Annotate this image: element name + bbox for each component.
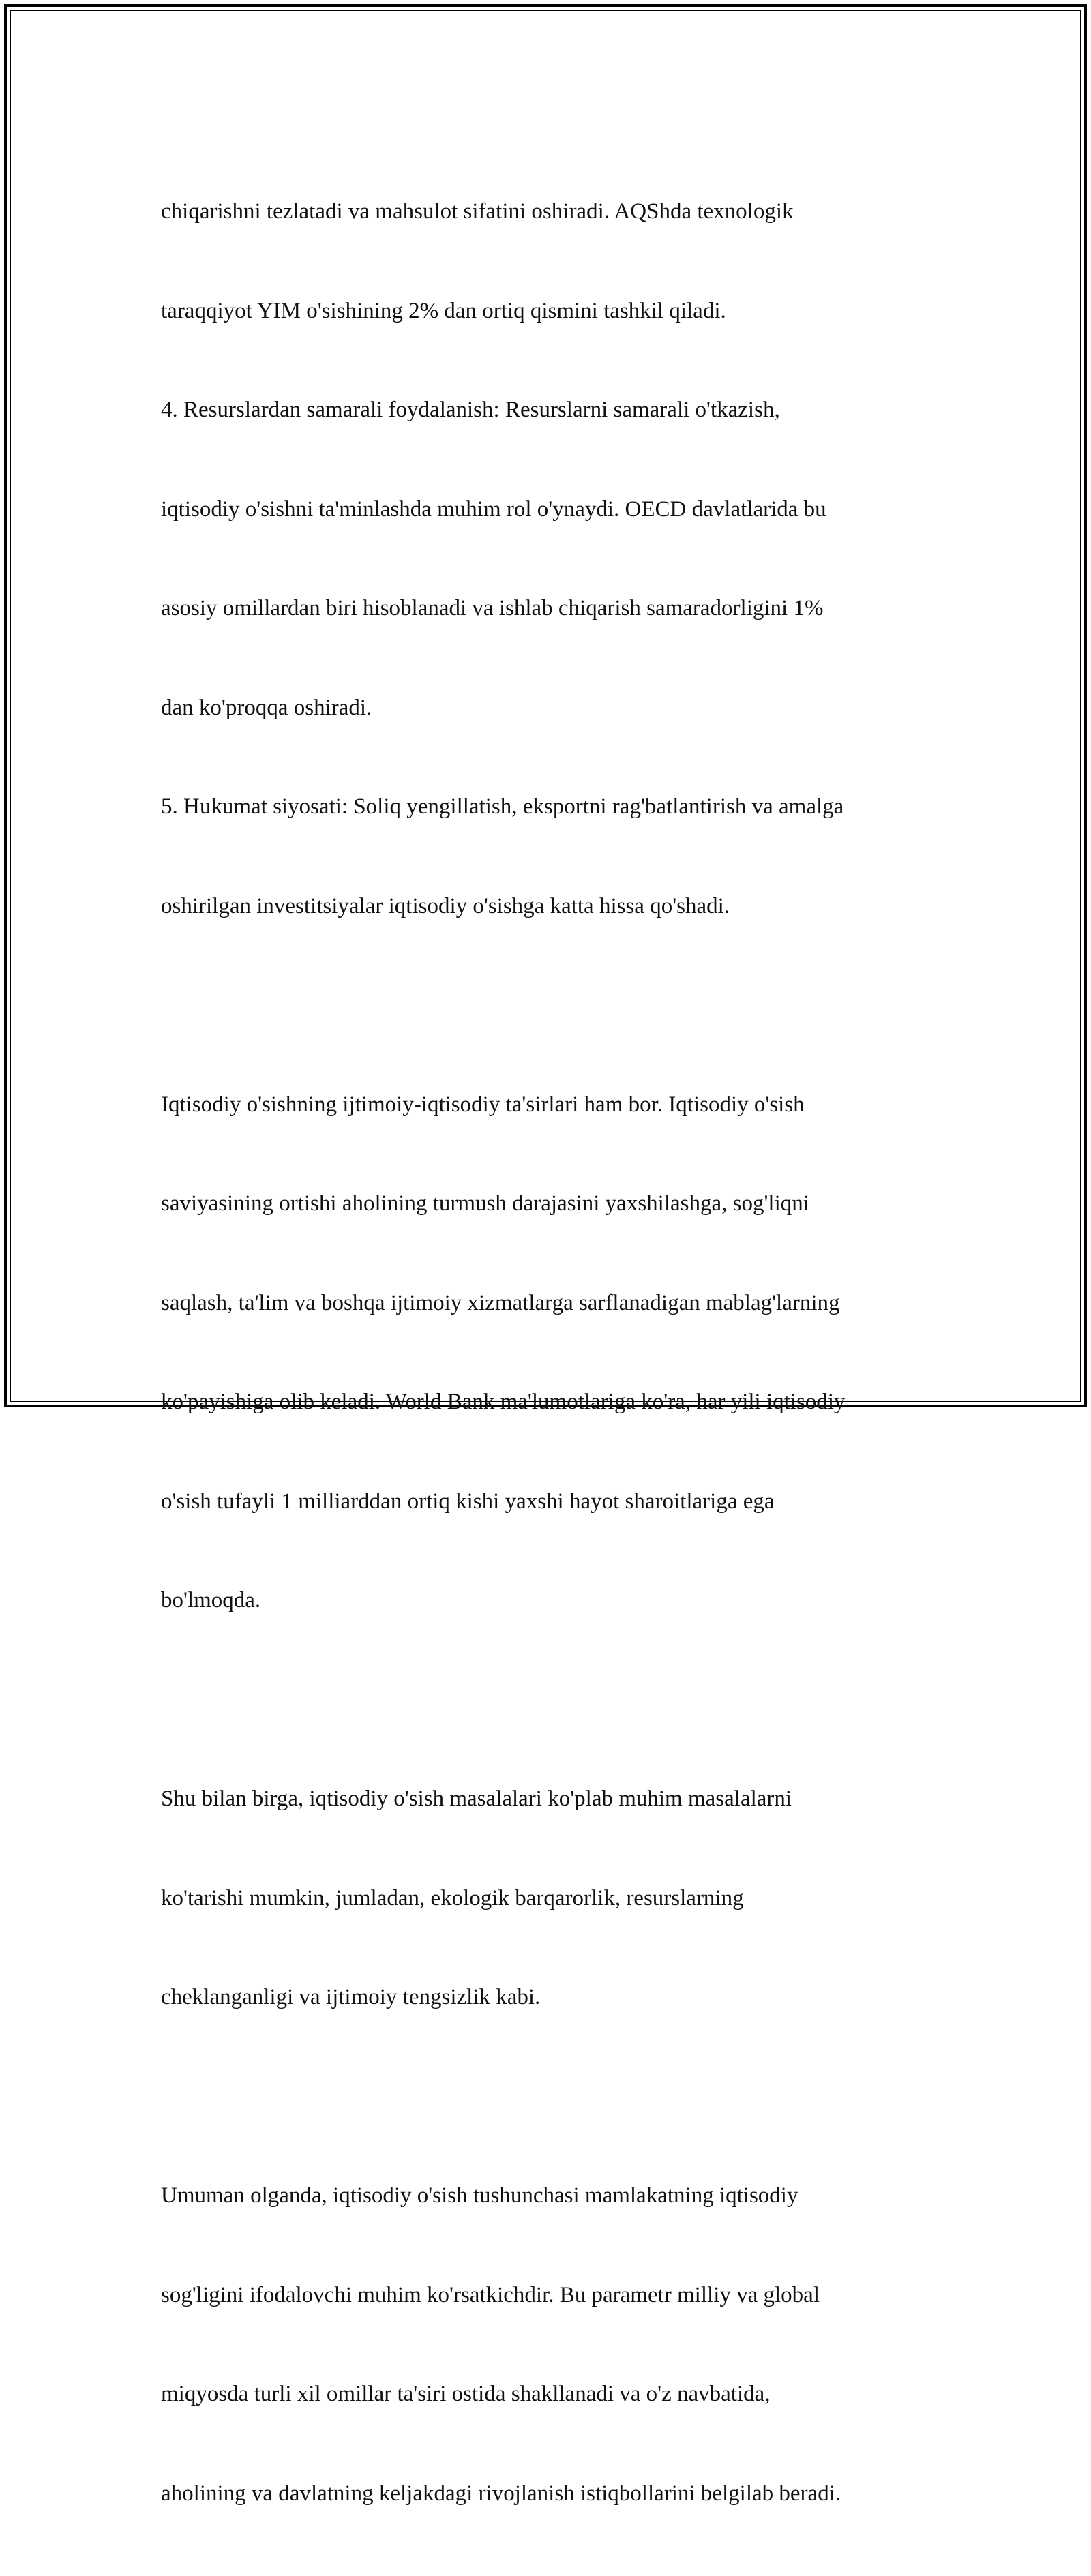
text-line: 4. Resurslardan samarali foydalanish: Resurslarni samarali o'tkazish, bbox=[161, 398, 780, 422]
text-line: cheklanganligi va ijtimoiy tengsizlik kabi. bbox=[161, 1985, 541, 2009]
text-line: o'sish tufayli 1 milliarddan ortiq kishi yaxshi hayot sharoitlariga ega bbox=[161, 1488, 775, 1514]
text-line: ko'payishiga olib keladi. World Bank ma'lumotlariga ko'ra, har yili iqtisodiy bbox=[161, 1390, 846, 1414]
text-line: miqyosda turli xil omillar ta'siri ostida shakllanadi va o'z navbatida, bbox=[161, 2382, 771, 2406]
text-line: ko'tarishi mumkin, jumladan, ekologik barqarorlik, resurslarning bbox=[161, 1885, 744, 1911]
text-line: taraqqiyot YIM o'sishining 2% dan ortiq qismini tashkil qiladi. bbox=[161, 298, 726, 323]
paragraph-social-effects bbox=[161, 1022, 931, 1683]
text-line: dan ko'proqqa oshiradi. bbox=[161, 695, 372, 720]
paragraph-conclusion bbox=[161, 2113, 931, 2576]
text-line: asosiy omillardan biri hisoblanadi va ishlab chiqarish samaradorligini 1% bbox=[161, 596, 824, 620]
text-line: chiqarishni tezlatadi va mahsulot sifatini oshiradi. AQShda texnologik bbox=[161, 199, 794, 224]
text-line: 5. Hukumat siyosati: Soliq yengillatish, eksportni rag'batlantirish va amalga bbox=[161, 794, 844, 819]
paragraph-challenges bbox=[161, 1716, 931, 2080]
text-line: Iqtisodiy o'sishning ijtimoiy-iqtisodiy ta'sirlari ham bor. Iqtisodiy o'sish bbox=[161, 1092, 805, 1117]
text-line: saqlash, ta'lim va boshqa ijtimoiy xizmatlarga sarflanadigan mablag'larning bbox=[161, 1290, 840, 1315]
text-line: bo'lmoqda. bbox=[161, 1588, 261, 1613]
text-line: Shu bilan birga, iqtisodiy o'sish masalalari ko'plab muhim masalalarni bbox=[161, 1786, 792, 1811]
text-line: aholining va davlatning keljakdagi rivojlanish istiqbollarini belgilab beradi. bbox=[161, 2481, 841, 2506]
paragraph-growth-factors bbox=[161, 129, 931, 989]
text-line: saviyasining ortishi aholining turmush darajasini yaxshilashga, sog'liqni bbox=[161, 1191, 809, 1216]
text-line: Umuman olganda, iqtisodiy o'sish tushunchasi mamlakatning iqtisodiy bbox=[161, 2183, 798, 2208]
text-line: sog'ligini ifodalovchi muhim ko'rsatkichdir. Bu parametr milliy va global bbox=[161, 2282, 820, 2307]
text-line: oshirilgan investitsiyalar iqtisodiy o'sishga katta hissa qo'shadi. bbox=[161, 893, 730, 918]
text-line: iqtisodiy o'sishni ta'minlashda muhim rol o'ynaydi. OECD davlatlarida bu bbox=[161, 496, 826, 522]
document-body bbox=[161, 129, 931, 2576]
